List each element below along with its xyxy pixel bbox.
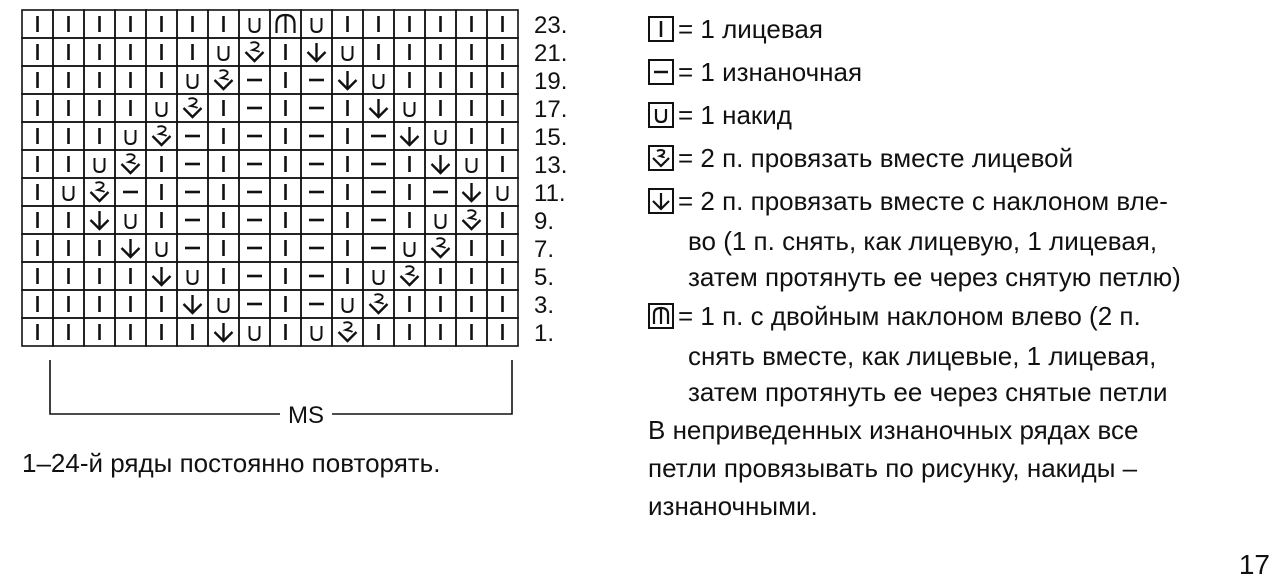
knit-cell [394,206,425,234]
knit-cell [84,94,115,122]
legend-skp [648,180,1268,223]
double-dec-icon [648,303,674,329]
yarn-over-cell [115,206,146,234]
legend-text: = 1 лицевая [678,14,823,44]
knit-cell [425,38,456,66]
knit-cell [456,122,487,150]
legend-continuation: затем протянуть ее через снятую петлю) [688,262,1181,292]
k2tog-cell [363,290,394,318]
purl-cell [363,150,394,178]
purl-cell [177,234,208,262]
yarn-over-cell [177,262,208,290]
knit-cell [487,318,518,346]
knit-cell [84,318,115,346]
yarn-over-cell [177,66,208,94]
knit-cell [22,234,53,262]
knit-cell [53,122,84,150]
knit-cell [146,206,177,234]
knit-cell [332,122,363,150]
knit-cell [146,318,177,346]
yarn-over-cell [363,262,394,290]
knit-cell [208,262,239,290]
purl-cell [301,94,332,122]
purl-cell [239,262,270,290]
knit-cell [177,10,208,38]
k2tog-cell [332,318,363,346]
legend-yarn-over [648,94,1268,137]
row-label: 21. [534,40,568,67]
knit-cell [146,150,177,178]
yarn-over-cell [456,150,487,178]
knit-cell [208,10,239,38]
knit-cell [115,38,146,66]
knit-cell [363,318,394,346]
knit-cell [270,234,301,262]
knit-cell [84,66,115,94]
knit-cell [53,318,84,346]
knit-cell [270,94,301,122]
knit-cell [270,66,301,94]
purl-cell [301,122,332,150]
row-label: 5. [534,264,555,291]
yarn-over-cell [487,178,518,206]
knit-cell [270,178,301,206]
yarn-over-cell [394,234,425,262]
knit-cell [332,206,363,234]
knit-cell [208,150,239,178]
knit-cell [22,178,53,206]
purl-icon [648,59,674,85]
note-line: петли провязывать по рисунку, накиды – [648,453,1138,483]
purl-cell [177,206,208,234]
knit-cell [394,10,425,38]
skp-cell [456,178,487,206]
knit-cell [425,66,456,94]
row-label: 19. [534,68,568,95]
knit-cell [487,10,518,38]
knit-cell [394,38,425,66]
ms-label: MS [288,402,324,429]
legend-text: = 2 п. провязать вместе с наклоном вле- [678,186,1168,216]
knit-cell [115,10,146,38]
knit-cell [487,38,518,66]
k2tog-cell [84,178,115,206]
knit-cell [53,206,84,234]
knit-cell [332,150,363,178]
knit-cell [208,94,239,122]
knit-cell [22,66,53,94]
knit-cell [425,290,456,318]
legend-continuation: во (1 п. снять, как лицевую, 1 лицевая, [688,226,1158,256]
yarn-over-cell [84,150,115,178]
row-label: 3. [534,292,555,319]
knit-cell [487,234,518,262]
knit-cell [270,122,301,150]
purl-cell [301,66,332,94]
knit-cell [456,10,487,38]
k2tog-cell [394,262,425,290]
k2tog-cell [239,38,270,66]
skp-cell [208,318,239,346]
skp-cell [115,234,146,262]
purl-cell [239,66,270,94]
knit-cell [22,94,53,122]
purl-cell [239,150,270,178]
purl-cell [301,206,332,234]
knit-cell [22,318,53,346]
legend-continuation: снять вместе, как лицевые, 1 лицевая, [688,341,1157,371]
yarn-over-cell [146,94,177,122]
legend-double-dec [648,295,1268,338]
repeat-note: 1–24-й ряды постоянно повторять. [22,448,441,478]
knit-cell [115,66,146,94]
knit-cell [487,94,518,122]
legend-text: = 2 п. провязать вместе лицевой [678,143,1074,173]
knit-cell [146,66,177,94]
knit-cell [456,262,487,290]
purl-cell [301,150,332,178]
skp-cell [363,94,394,122]
knit-cell [394,66,425,94]
knit-cell [456,94,487,122]
knit-cell [332,178,363,206]
knit-cell [53,66,84,94]
legend-purl [648,51,1268,94]
knit-cell [22,150,53,178]
knit-cell [53,10,84,38]
purl-cell [177,150,208,178]
k2tog-cell [146,122,177,150]
yarn-over-icon [648,102,674,128]
knit-cell [53,290,84,318]
purl-cell [363,122,394,150]
k2tog-cell [425,234,456,262]
knit-cell [487,66,518,94]
knit-cell [53,38,84,66]
knit-icon [648,16,674,42]
knit-cell [208,234,239,262]
k2tog-cell [456,206,487,234]
knit-cell [22,122,53,150]
knit-cell [332,94,363,122]
knit-cell [456,234,487,262]
knit-cell [487,262,518,290]
purl-cell [239,178,270,206]
knit-cell [22,290,53,318]
knit-cell [22,206,53,234]
knit-cell [53,94,84,122]
yarn-over-cell [425,122,456,150]
knit-cell [270,262,301,290]
knit-cell [177,38,208,66]
skp-cell [332,66,363,94]
knit-cell [394,290,425,318]
row-label: 13. [534,152,568,179]
knit-cell [270,150,301,178]
knit-cell [270,318,301,346]
knit-cell [146,38,177,66]
knit-cell [115,290,146,318]
knit-cell [84,290,115,318]
knit-cell [22,38,53,66]
yarn-over-cell [208,38,239,66]
knit-cell [115,94,146,122]
yarn-over-cell [146,234,177,262]
k2tog-icon [648,145,674,171]
knit-cell [487,122,518,150]
k2tog-cell [115,150,146,178]
knit-cell [146,290,177,318]
purl-cell [301,178,332,206]
legend-text: = 1 накид [678,100,792,130]
purl-cell [177,122,208,150]
skp-cell [425,150,456,178]
knit-cell [270,206,301,234]
skp-cell [146,262,177,290]
double-dec-cell [270,10,301,38]
note-line: В неприведенных изнаночных рядах все [648,415,1139,445]
knit-cell [394,150,425,178]
skp-cell [84,206,115,234]
knit-cell [270,290,301,318]
knit-cell [146,10,177,38]
row-label: 7. [534,236,555,263]
knit-cell [84,262,115,290]
knit-cell [456,318,487,346]
knit-cell [487,290,518,318]
purl-cell [363,178,394,206]
purl-cell [239,234,270,262]
k2tog-cell [208,66,239,94]
skp-icon [648,188,674,214]
knit-cell [394,318,425,346]
legend-knit [648,8,1268,51]
purl-cell [301,234,332,262]
knit-cell [146,178,177,206]
legend-continuation: затем протянуть ее через снятые петли [688,377,1168,407]
legend [648,8,1268,524]
knit-cell [332,234,363,262]
knit-cell [363,10,394,38]
knit-cell [270,38,301,66]
purl-cell [115,178,146,206]
yarn-over-cell [53,178,84,206]
row-label: 9. [534,208,555,235]
yarn-over-cell [301,318,332,346]
skp-cell [394,122,425,150]
purl-cell [363,206,394,234]
purl-cell [239,290,270,318]
knit-cell [84,10,115,38]
knit-cell [53,150,84,178]
page-number: 17 [1238,549,1270,580]
knit-cell [456,66,487,94]
knit-cell [208,122,239,150]
knit-cell [84,234,115,262]
knit-cell [84,122,115,150]
yarn-over-cell [239,10,270,38]
legend-k2tog [648,137,1268,180]
knitting-chart [0,0,580,430]
knit-cell [115,318,146,346]
purl-cell [239,94,270,122]
knit-cell [394,178,425,206]
purl-cell [363,234,394,262]
knit-cell [208,178,239,206]
row-label: 15. [534,124,568,151]
knit-cell [487,150,518,178]
knit-cell [84,38,115,66]
knit-cell [425,318,456,346]
knit-cell [363,38,394,66]
purl-cell [177,178,208,206]
purl-cell [301,262,332,290]
yarn-over-cell [332,38,363,66]
yarn-over-cell [208,290,239,318]
purl-cell [301,290,332,318]
purl-cell [239,206,270,234]
legend-text: = 1 п. с двойным наклоном влево (2 п. [678,301,1141,331]
knit-cell [177,318,208,346]
knit-cell [332,262,363,290]
skp-cell [177,290,208,318]
knit-cell [456,290,487,318]
knit-cell [332,10,363,38]
knit-cell [208,206,239,234]
yarn-over-cell [425,206,456,234]
knit-cell [22,262,53,290]
knit-cell [53,234,84,262]
row-label: 17. [534,96,568,123]
yarn-over-cell [301,10,332,38]
skp-cell [301,38,332,66]
yarn-over-cell [363,66,394,94]
yarn-over-cell [115,122,146,150]
knit-cell [425,10,456,38]
row-label: 1. [534,320,555,347]
knit-cell [425,94,456,122]
knit-cell [456,38,487,66]
row-label: 23. [534,12,568,39]
purl-cell [239,122,270,150]
yarn-over-cell [332,290,363,318]
yarn-over-cell [394,94,425,122]
knit-cell [487,206,518,234]
knit-cell [425,262,456,290]
knit-cell [22,10,53,38]
yarn-over-cell [239,318,270,346]
knit-cell [53,262,84,290]
purl-cell [425,178,456,206]
row-label: 11. [534,180,566,207]
note-line: изнаночными. [648,491,818,521]
legend-text: = 1 изнаночная [678,57,863,87]
k2tog-cell [177,94,208,122]
knit-cell [115,262,146,290]
